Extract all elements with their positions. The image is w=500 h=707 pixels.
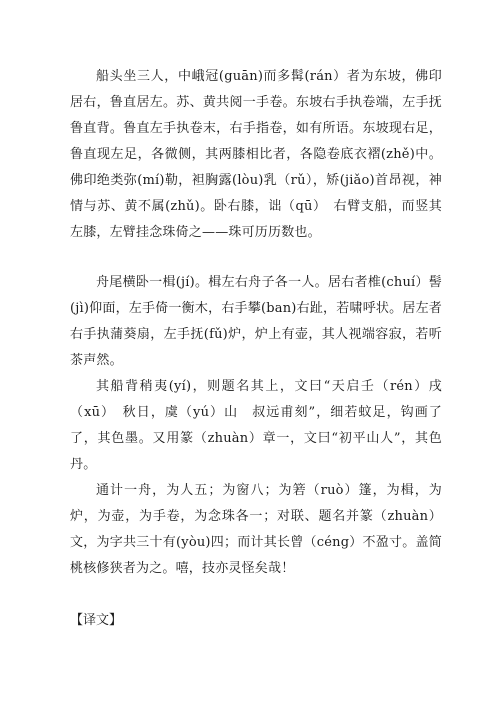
paragraph-boat-head: 船头坐三人，中峨冠(guān)而多髯(rán）者为东坡，佛印居右，鲁直居左。苏、黄共阅一手卷。东坡右手执卷端，左手抚鲁直背。鲁直左手执卷末，右手指卷，如有所语。东坡现右足，鲁直现左足，各微侧，其两膝相比者，各隐卷底衣褶(zhě)中。佛印绝类弥(mí)勒，袒胸露(lòu)乳（rǔ），矫(jiǎo)首昂视，神情与苏、黄不属(zhǔ)。卧右膝，诎（qū） 右臂支船，而竖其左膝，左臂挂念珠倚之——珠可历历数也。 bbox=[70, 69, 442, 240]
paragraph-boat-back: 其船背稍夷(yí)，则题名其上，文曰“天启壬（rén）戌（xū） 秋日，虞（yú）山 叔远甫刻”，细若蚊足，钩画了了，其色墨。又用篆（zhuàn）章一，文曰“初平山人”，其色丹。 bbox=[70, 379, 442, 472]
paragraph-summary: 通计一舟，为人五；为窗八；为箬（ruò）篷，为楫，为炉，为壶，为手卷，为念珠各一；对联、题名并篆（zhuàn）文，为字共三十有(yòu)四；而计其长曾（céng）不盈寸。盖简桃核修狭者为之。嘻，技亦灵怪矣哉！ bbox=[70, 483, 442, 576]
translation-heading: 【译文】 bbox=[70, 613, 123, 628]
paragraph-boat-tail: 舟尾横卧一楫(jí)。楫左右舟子各一人。居右者椎(chuí）髻(jì)仰面，左手倚一衡木，右手攀(ban)右趾，若啸呼状。居左者右手执蒲葵扇，左手抚(fǔ)炉，炉上有壶，其人视端容寂，若听茶声然。 bbox=[70, 275, 442, 368]
